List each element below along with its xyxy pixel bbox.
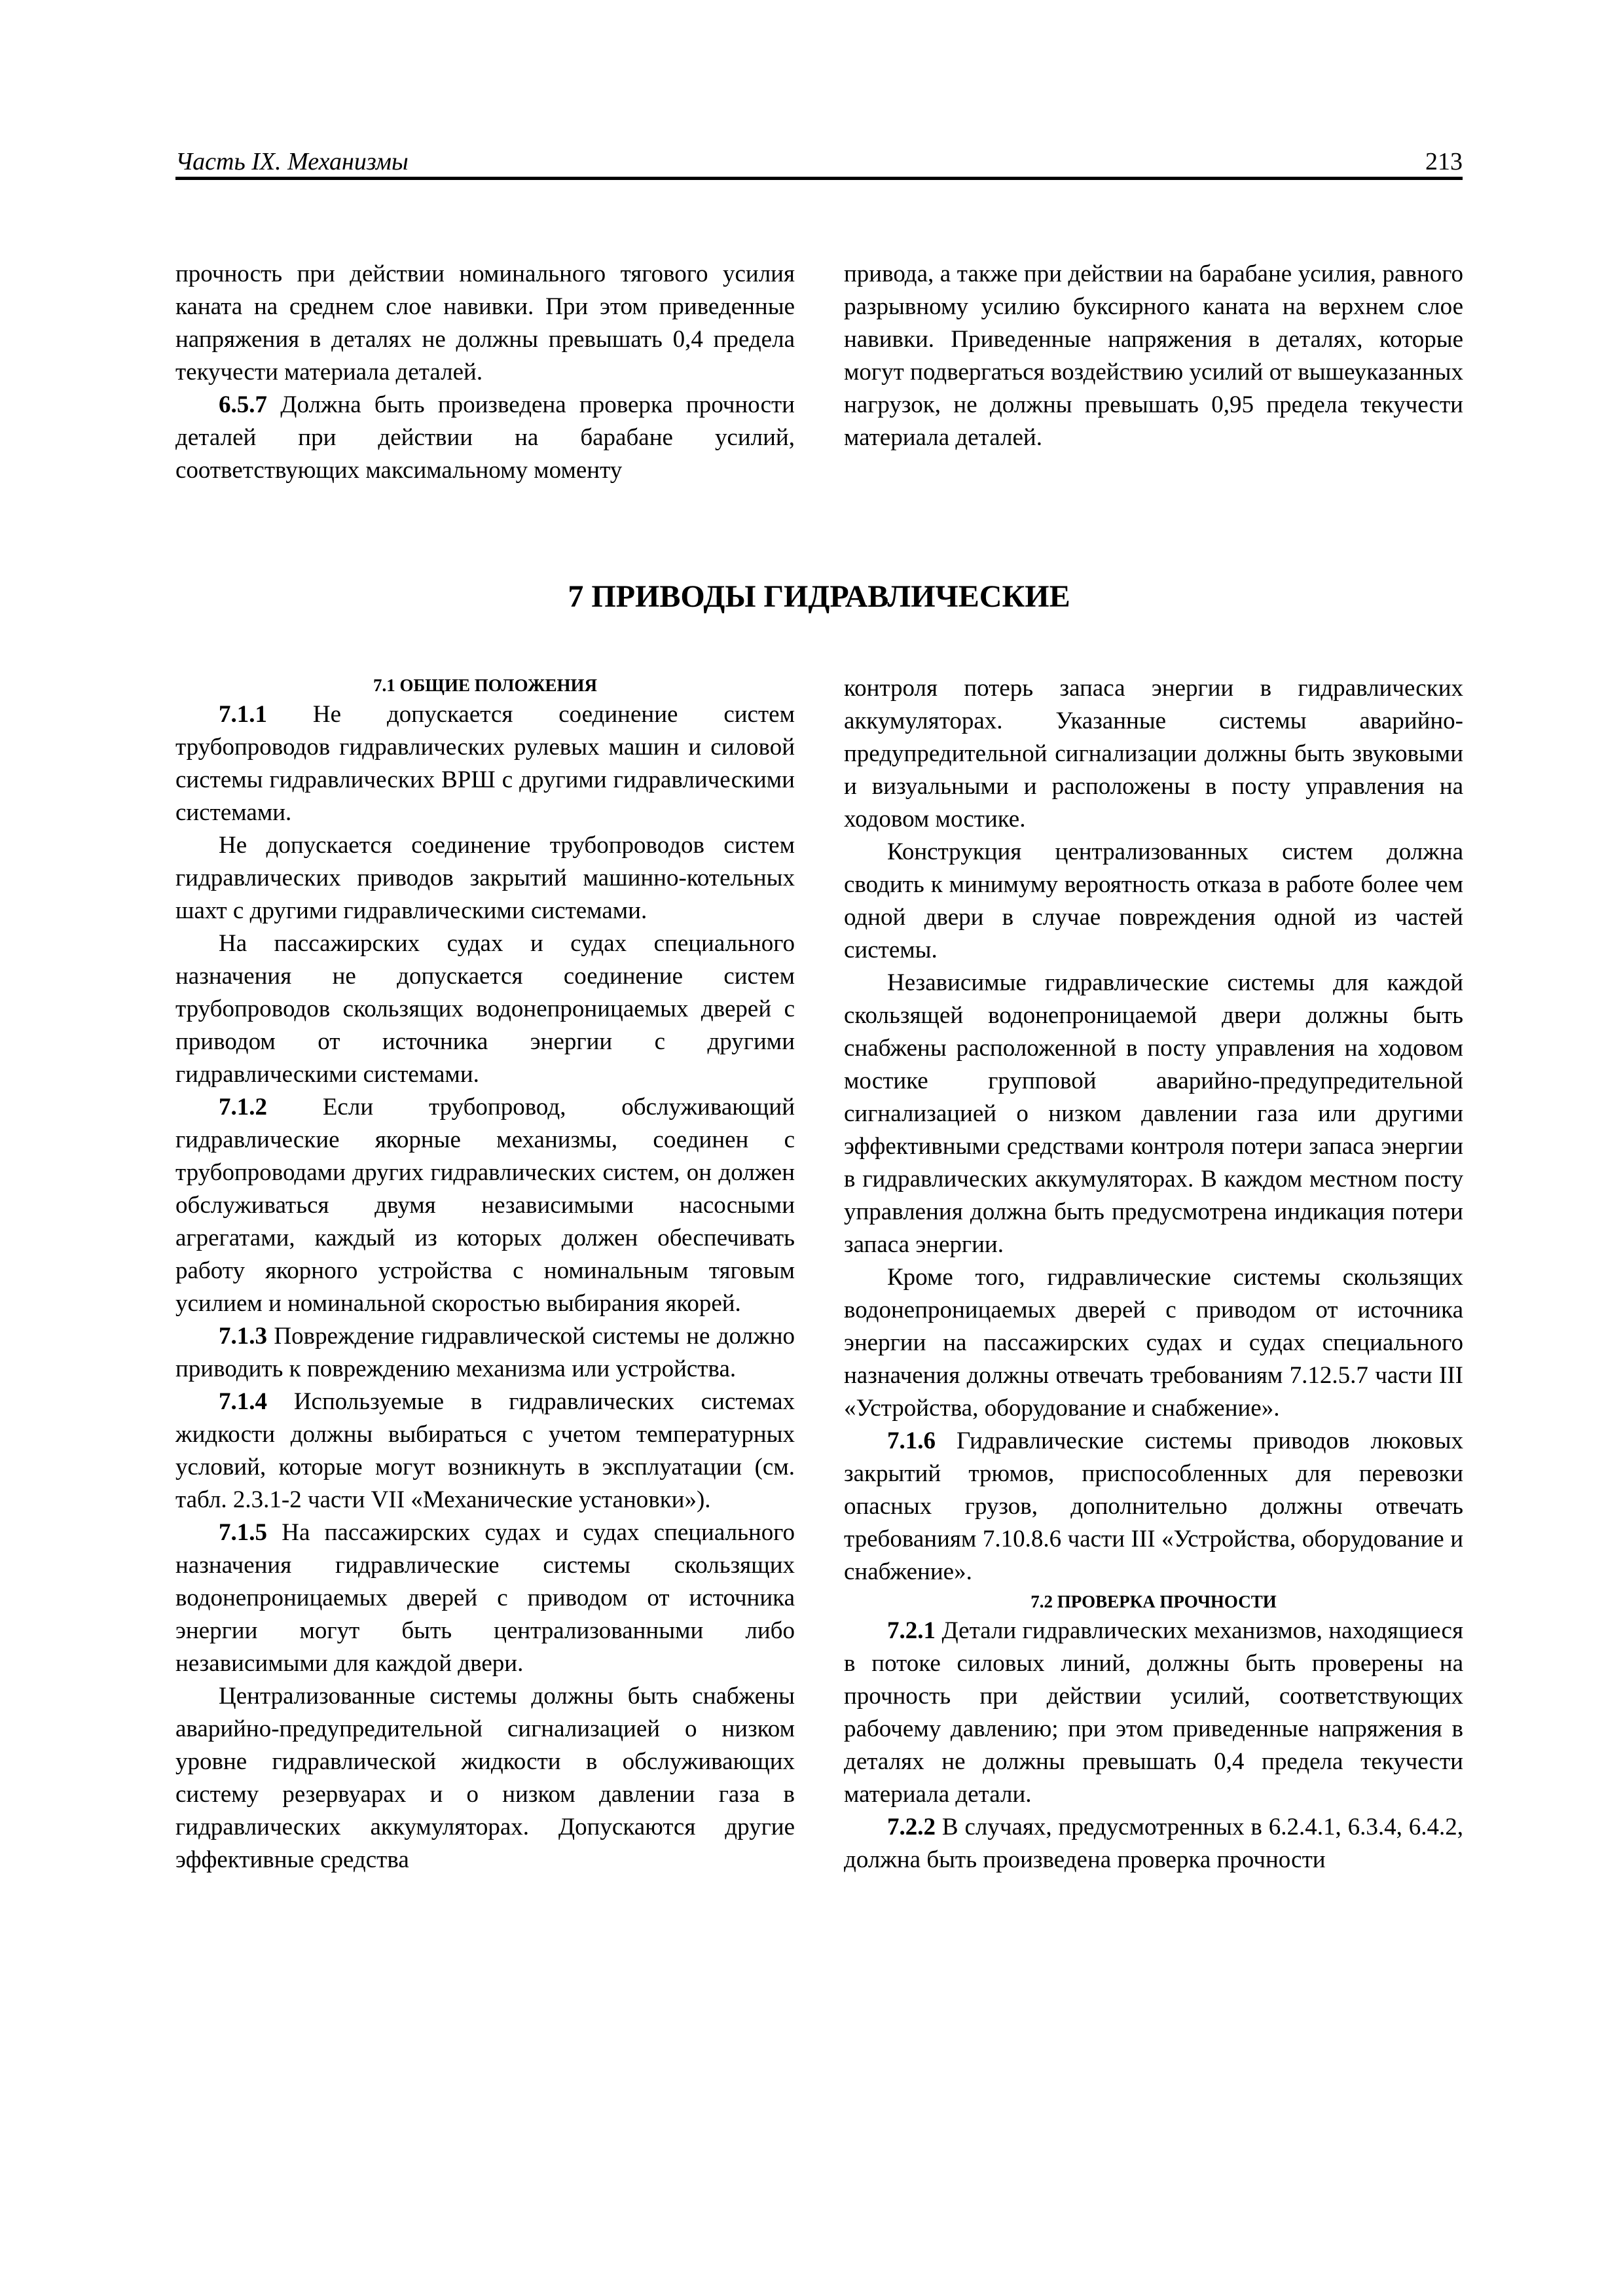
- paragraph: [844, 1615, 1463, 1811]
- paragraph-text: На пассажирских судах и судах специального назначения не допускается соединение систем трубопроводов скользящих водонепроницаемых дверей с приводом от источника энергии с другими гидравлическими системами.: [175, 930, 795, 1088]
- paragraph: [844, 836, 1463, 967]
- paragraph-text: Должна быть произведена проверка прочности деталей при действии на барабане усилий, соответствующих максимальному моменту: [175, 391, 795, 484]
- clause-number: 7.2.2: [887, 1814, 936, 1840]
- clause-number: 7.1.4: [219, 1388, 267, 1415]
- paragraph: [175, 1516, 795, 1680]
- paragraph: [844, 672, 1463, 836]
- paragraph-text: Независимые гидравлические системы для каждой скользящей водонепроницаемой двери должны быть снабжены расположенной в посту управления на ходовом мостике групповой аварийно-предупредительной сигнализацией о низком давлении газа или другими эффективными средствами контроля потери запаса энергии в гидравлических аккумуляторах. В каждом местном посту управления должна быть предусмотрена индикация потери запаса энергии.: [844, 969, 1463, 1258]
- paragraph-text: Гидравлические системы приводов люковых закрытий трюмов, приспособленных для перевозки опасных грузов, дополнительно должны отвечать требованиям 7.10.8.6 части III «Устройства, оборудование и снабжение».: [844, 1427, 1463, 1585]
- column-left-top: [175, 258, 795, 487]
- clause-number: 7.1.3: [219, 1323, 267, 1350]
- paragraph-text: привода, а также при действии на барабане усилия, равного разрывному усилию буксирного каната на верхнем слое навивки. Приведенные напряжения в деталях, которые могут подвергаться воздействию усилий от вышеуказанных нагрузок, не должны превышать 0,95 предела текучести материала деталей.: [844, 260, 1463, 451]
- paragraph-text: На пассажирских судах и судах специального назначения гидравлические системы скользящих водонепроницаемых дверей с приводом от источника энергии могут быть централизованными либо независимыми для каждой двери.: [175, 1519, 795, 1677]
- section-heading: 7.2 ПРОВЕРКА ПРОЧНОСТИ: [1030, 1592, 1277, 1611]
- column-right-top: [844, 258, 1463, 454]
- paragraph: [175, 1386, 795, 1516]
- paragraph: [175, 258, 795, 389]
- header-rule: [175, 177, 1463, 180]
- paragraph: [844, 1261, 1463, 1425]
- paragraph: [175, 1091, 795, 1320]
- chapter-title: 7 ПРИВОДЫ ГИДРАВЛИЧЕСКИЕ: [568, 579, 1070, 614]
- paragraph-text: Детали гидравлических механизмов, находящиеся в потоке силовых линий, должны быть проверены на прочность при действии усилий, соответствующих рабочему давлению; при этом приведенные напряжения в деталях не должны превышать 0,4 предела текучести материала детали.: [844, 1617, 1463, 1808]
- clause-number: 6.5.7: [219, 391, 267, 418]
- paragraph-text: Централизованные системы должны быть снабжены аварийно-предупредительной сигнализацией о низком уровне гидравлической жидкости в обслуживающих систему резервуарах и о низком давлении газа в гидравлических аккумуляторах. Допускаются другие эффективные средства: [175, 1683, 795, 1873]
- paragraph: [844, 258, 1463, 454]
- clause-number: 7.2.1: [887, 1617, 936, 1644]
- paragraph-text: Если трубопровод, обслуживающий гидравлические якорные механизмы, соединен с трубопроводами других гидравлических систем, он должен обслуживаться двумя независимыми насосными агрегатами, каждый из которых должен обеспечивать работу якорного устройства с номинальным тяговым усилием и номинальной скоростью выбирания якорей.: [175, 1094, 795, 1317]
- clause-number: 7.1.6: [887, 1427, 936, 1454]
- paragraph-text: Конструкция централизованных систем должна сводить к минимуму вероятность отказа в работе более чем одной двери в случае повреждения одной из частей системы.: [844, 838, 1463, 963]
- paragraph: [844, 1811, 1463, 1876]
- paragraph: [175, 698, 795, 829]
- paragraph-text: контроля потерь запаса энергии в гидравлических аккумуляторах. Указанные системы аварийно-предупредительной сигнализации должны быть звуковыми и визуальными и расположены в посту управления на ходовом мостике.: [844, 675, 1463, 833]
- paragraph: [844, 1425, 1463, 1588]
- running-head: [175, 145, 1463, 178]
- paragraph-text: Не допускается соединение систем трубопроводов гидравлических рулевых машин и силовой системы гидравлических ВРШ с другими гидравлическими системами.: [175, 701, 795, 826]
- running-head-title: Часть IX. Механизмы: [175, 148, 409, 175]
- section-heading: 7.1 ОБЩИЕ ПОЛОЖЕНИЯ: [373, 675, 598, 695]
- paragraph: [175, 1320, 795, 1386]
- paragraph: [175, 927, 795, 1091]
- paragraph: [844, 967, 1463, 1261]
- clause-number: 7.1.2: [219, 1094, 267, 1121]
- paragraph-text: Повреждение гидравлической системы не должно приводить к повреждению механизма или устройства.: [175, 1323, 795, 1382]
- paragraph-text: В случаях, предусмотренных в 6.2.4.1, 6.3.4, 6.4.2, должна быть произведена проверка прочности: [844, 1814, 1463, 1873]
- column-left-main: [175, 672, 795, 1876]
- paragraph-text: Кроме того, гидравлические системы скользящих водонепроницаемых дверей с приводом от источника энергии на пассажирских судах и судах специального назначения должны отвечать требованиям 7.12.5.7 части III «Устройства, оборудование и снабжение».: [844, 1264, 1463, 1422]
- paragraph-text: Не допускается соединение трубопроводов систем гидравлических приводов закрытий машинно-котельных шахт с другими гидравлическими системами.: [175, 832, 795, 924]
- paragraph: [175, 1680, 795, 1876]
- paragraph-text: прочность при действии номинального тягового усилия каната на среднем слое навивки. При этом приведенные напряжения в деталях не должны превышать 0,4 предела текучести материала деталей.: [175, 260, 795, 386]
- paragraph: [175, 389, 795, 487]
- paragraph-text: Используемые в гидравлических системах жидкости должны выбираться с учетом температурных условий, которые могут возникнуть в эксплуатации (см. табл. 2.3.1-2 части VII «Механические установки»).: [175, 1388, 795, 1513]
- clause-number: 7.1.1: [219, 701, 267, 728]
- paragraph: [175, 829, 795, 927]
- clause-number: 7.1.5: [219, 1519, 267, 1546]
- column-right-main: [844, 672, 1463, 1876]
- page-number: 213: [1425, 148, 1463, 175]
